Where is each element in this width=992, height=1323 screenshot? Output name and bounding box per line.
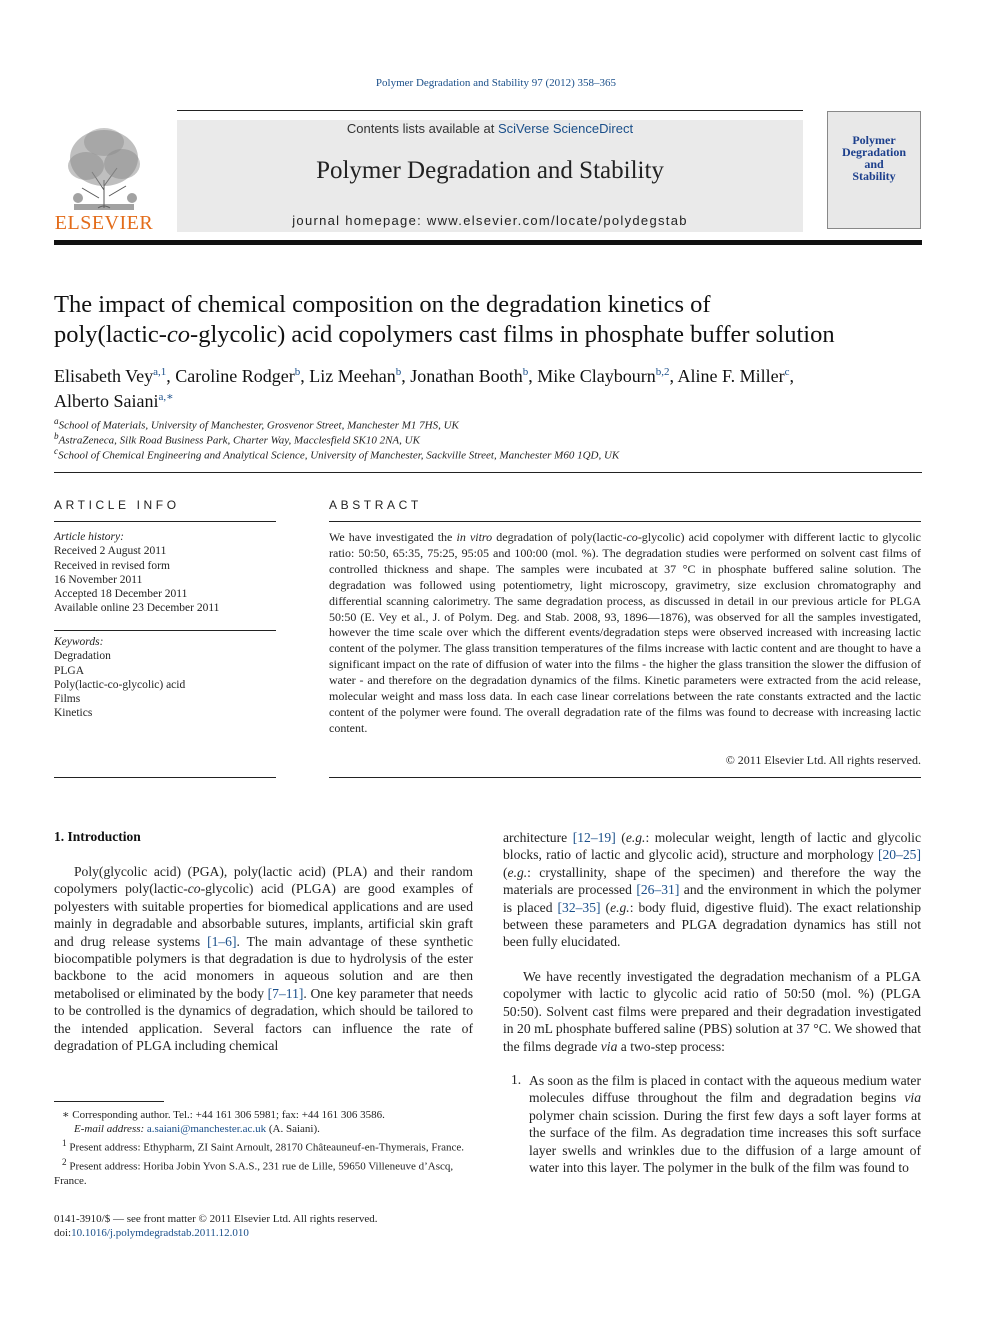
footnote-mark: 1 [62, 1138, 67, 1149]
footnote-email [54, 1122, 473, 1136]
cover-title-line: and [864, 157, 884, 171]
intro-paragraph [54, 863, 473, 1054]
author-separator: , [300, 366, 310, 386]
article-history [54, 530, 276, 616]
footnote-1 [54, 1136, 473, 1155]
author-affil-mark[interactable]: a,∗ [158, 391, 174, 403]
text-fragment: ( [600, 899, 611, 915]
keyword: Kinetics [54, 707, 93, 720]
intro-paragraph [503, 829, 921, 951]
elsevier-logo[interactable] [54, 120, 154, 238]
author-name[interactable]: Liz Meehan [309, 366, 396, 386]
title-fragment: -glycolic) acid copolymers cast films in phosphate buffer solution [190, 321, 835, 348]
cover-title-line: Polymer [852, 133, 896, 147]
keyword: Degradation [54, 650, 111, 663]
divider [54, 521, 276, 522]
header-thick-rule [54, 240, 922, 245]
text-fragment-italic: via [904, 1090, 921, 1106]
abstract-fragment-italic: in vitro [456, 530, 493, 544]
text-fragment: . The main advantage of these synthetic biocompatible polymers is that degradation is due to hydrolysis of the ester backbone to the acid monomers in aqueous solution and are then metabolised or eliminated by the body [54, 933, 474, 1001]
footnote-2 [54, 1155, 473, 1188]
divider [54, 630, 276, 631]
footnote-corresponding [54, 1108, 473, 1122]
contents-line [177, 121, 803, 136]
journal-cover[interactable] [827, 111, 921, 229]
text-fragment: ( [615, 830, 626, 845]
text-fragment-italic: via [600, 1038, 618, 1054]
keyword: Films [54, 693, 81, 706]
text-fragment-italic: co [187, 881, 201, 897]
keywords-label: Keywords: [54, 636, 104, 648]
text-fragment: : crystallinity, shape of the specimen) and therefore the way the materials are processed [503, 864, 921, 898]
history-item: 16 November 2011 [54, 573, 143, 586]
footnote-rule [54, 1101, 164, 1102]
history-item: Received 2 August 2011 [54, 545, 167, 558]
author-name[interactable]: Jonathan Booth [410, 366, 523, 386]
citation-link[interactable]: [1–6] [207, 933, 237, 949]
author-separator: , [401, 366, 411, 386]
text-fragment: architecture [503, 830, 573, 845]
abstract-fragment: degradation of poly(lactic- [492, 530, 627, 544]
citation-link[interactable]: [26–31] [636, 882, 680, 898]
list-item [529, 1072, 921, 1176]
history-label: Article history: [54, 531, 124, 543]
issn-line: 0141-3910/$ — see front matter © 2011 Elsevier Ltd. All rights reserved. [54, 1213, 378, 1225]
affiliation-text: School of Materials, University of Manchester, Grosvenor Street, Manchester M1 7HS, UK [58, 419, 459, 432]
abstract-text [329, 530, 921, 737]
author-affil-mark[interactable]: b [395, 366, 402, 378]
contents-prefix: Contents lists available at [346, 121, 498, 136]
text-fragment: . One key parameter that needs to be controlled is the dynamics of degradation, which should be tailored to the intended application. Several factors can influence the rate of degradation of PLGA including chemical [54, 985, 473, 1054]
text-fragment-italic: e.g. [507, 864, 528, 880]
article-title [54, 290, 934, 350]
cover-title-line: Stability [852, 169, 896, 183]
article-info-heading: ARTICLE INFO [54, 498, 180, 512]
text-fragment-italic: e.g. [625, 830, 646, 845]
text-fragment: -glycolic) acid (PLGA) are good examples of polyesters with suitable properties for biomedical applications and are used mainly in degradable and absorbable sutures, implants, artificial skin graft and drug release systems [54, 881, 473, 949]
author-affil-mark[interactable]: a,1 [153, 366, 167, 378]
footnote-text: Present address: Horiba Jobin Yvon S.A.S., 231 rue de Lille, 59650 Villeneuve d’Ascq, France. [54, 1160, 454, 1188]
doi-line [54, 1226, 554, 1240]
affiliation [54, 431, 934, 447]
affiliation-text: AstraZeneca, Silk Road Business Park, Charter Way, Macclesfield SK10 2NA, UK [58, 434, 420, 447]
affiliation [54, 446, 934, 462]
author-name[interactable]: Caroline Rodger [175, 366, 295, 386]
section-heading-introduction: 1. Introduction [54, 829, 141, 844]
footnote-text: Present address: Ethypharm, ZI Saint Arnoult, 28170 Châteauneuf-en-Thymerais, France. [66, 1142, 465, 1155]
citation-link[interactable]: [20–25] [877, 847, 921, 863]
author-list [54, 362, 934, 412]
author-name[interactable]: Alberto Saiani [54, 391, 159, 411]
text-fragment: : body fluid, digestive fluid). The exact relationship between these parameters and PLGA degradation dynamics has still not been fully elucidated. [503, 899, 921, 950]
citation-link[interactable]: [7–11] [267, 985, 304, 1001]
journal-title: Polymer Degradation and Stability [316, 157, 664, 184]
text-fragment: a two-step process: [617, 1038, 725, 1054]
author-affil-mark[interactable]: b,2 [655, 366, 670, 378]
keywords [54, 635, 276, 721]
header-rule [177, 110, 803, 111]
author-name[interactable]: Mike Claybourn [537, 366, 656, 386]
cover-title-line: Degradation [842, 145, 906, 159]
text-fragment: We have recently investigated the degradation mechanism of a PLGA copolymer with lactic to glycolic acid ratio of 50:50 (mol. %) (PLGA 50:50). Solvent cast films were prepared and their degradation investigated in 20 mL phosphate buffered saline (PBS) solution at 37 °C. We showed that the films degrade [503, 969, 921, 1054]
doi-link[interactable]: 10.1016/j.polymdegradstab.2011.12.010 [71, 1227, 249, 1239]
text-fragment: Poly(glycolic acid) (PGA), poly(lactic acid) (PLA) and their random copolymers poly(lactic- [54, 864, 473, 897]
email-suffix: (A. Saiani). [266, 1123, 320, 1136]
abstract-heading: ABSTRACT [329, 498, 422, 512]
abstract-fragment-italic: co [626, 530, 638, 544]
email-link[interactable]: a.saiani@manchester.ac.uk [146, 1123, 267, 1136]
keyword: Poly(lactic-co-glycolic) acid [54, 678, 186, 691]
author-separator: , [166, 366, 176, 386]
title-line: The impact of chemical composition on the degradation kinetics of [54, 291, 711, 318]
author-separator: , [789, 366, 794, 386]
title-fragment-italic: co [166, 321, 191, 348]
author-name[interactable]: Elisabeth Vey [54, 366, 154, 386]
divider [329, 777, 921, 778]
affiliation [54, 416, 934, 432]
divider [54, 472, 922, 473]
publisher-wordmark: ELSEVIER [54, 212, 154, 234]
author-separator: , [528, 366, 538, 386]
history-item: Available online 23 December 2011 [54, 602, 220, 615]
citation-link[interactable]: [32–35] [557, 899, 601, 915]
author-separator: , [669, 366, 678, 386]
footnote-text: Corresponding author. Tel.: +44 161 306 5981; fax: +44 161 306 3586. [69, 1109, 385, 1121]
text-fragment: As soon as the film is placed in contact with the aqueous medium water molecules diffuse throughout the film and degradation begins [529, 1073, 921, 1106]
author-name[interactable]: Aline F. Miller [677, 366, 785, 386]
intro-paragraph [503, 968, 921, 1055]
text-fragment: ( [503, 864, 508, 880]
abstract-fragment: -glycolic) acid copolymer with different lactic to glycolic ratio: 50:50, 65:35, 75:25, 95:05 and 100:00 (mol. %). The degradation studies were performed on solvent cast films of controlled thickness and shape. The samples were incubated at 37 °C in phosphate buffered saline solution. The degradation was followed using potentiometry, light microscopy, gravimetry, size exclusion chromatography and differential scanning calorimetry. The same degradation process, as discussed in detail in our previous article for PLGA 50:50 (E. Vey et al., J. of Polym. Deg. and Stab. 2008, 93, 1896—1876), was observed for all the samples investigated, however the time scale over which the different events/degradation steps were observed increased with increasing lactic content of the polymer. The glass transition temperatures of the films increase with lactic content and are thought to have a significant impact on the rate of diffusion of water into the films - the higher the glass transition the slower the diffusion of water - and therefore on the degradation dynamics of the films. Kinetic parameters were extracted from the acid release, molecular weight and mass loss data. In each case linear correlations between the rate constants extracted and the lactic content of the polymer were found. The overall degradation rate of the films was found to decrease with increasing lactic content. [329, 530, 922, 735]
text-fragment: and the environment in which the polymer is placed [503, 882, 921, 915]
text-fragment-italic: e.g. [610, 899, 630, 915]
affiliation-mark: b [54, 431, 59, 441]
divider [329, 521, 921, 522]
copyright: © 2011 Elsevier Ltd. All rights reserved. [725, 753, 921, 767]
text-fragment: polymer chain scission. During the first few days a soft layer forms at the surface of the film. As degradation time increases this soft surface layer swells and wrinkles due to the diffusion of a large amount of water into this layer. The polymer in the bulk of the film was found to [529, 1107, 921, 1176]
doi-label: doi: [54, 1227, 72, 1239]
citation-link[interactable]: [12–19] [572, 830, 616, 845]
sciencedirect-link[interactable]: SciVerse ScienceDirect [497, 121, 634, 136]
author-affil-mark[interactable]: c [784, 366, 790, 378]
keyword: PLGA [54, 664, 85, 677]
affiliation-text: School of Chemical Engineering and Analytical Science, University of Manchester, Sackville Street, Manchester M60 1QD, UK [58, 449, 620, 462]
email-label: E-mail address: [74, 1123, 145, 1136]
affiliation-mark: c [54, 446, 59, 456]
journal-reference[interactable]: Polymer Degradation and Stability 97 (2012) 358–365 [375, 77, 617, 89]
title-line [54, 320, 934, 350]
cover-title [828, 134, 920, 182]
title-fragment: poly(lactic- [54, 321, 167, 348]
text-fragment: : molecular weight, length of lactic and glycolic blocks, ratio of lactic and glycolic acid), structure and morphology [503, 830, 921, 863]
abstract-fragment: We have investigated the [329, 530, 457, 544]
history-item: Received in revised form [54, 559, 170, 572]
footnote-mark: 2 [62, 1157, 67, 1168]
history-item: Accepted 18 December 2011 [54, 588, 188, 601]
authors-line [54, 362, 934, 387]
journal-homepage[interactable]: journal homepage: www.elsevier.com/locate/polydegstab [292, 213, 688, 228]
authors-line [54, 387, 934, 412]
list-number: 1. [511, 1072, 522, 1087]
author-affil-mark[interactable]: b [294, 366, 301, 378]
footnotes [54, 1108, 473, 1188]
author-affil-mark[interactable]: b [522, 366, 529, 378]
affiliation-mark: a [54, 416, 59, 426]
divider [54, 777, 276, 778]
footnote-mark: ∗ [62, 1109, 70, 1121]
